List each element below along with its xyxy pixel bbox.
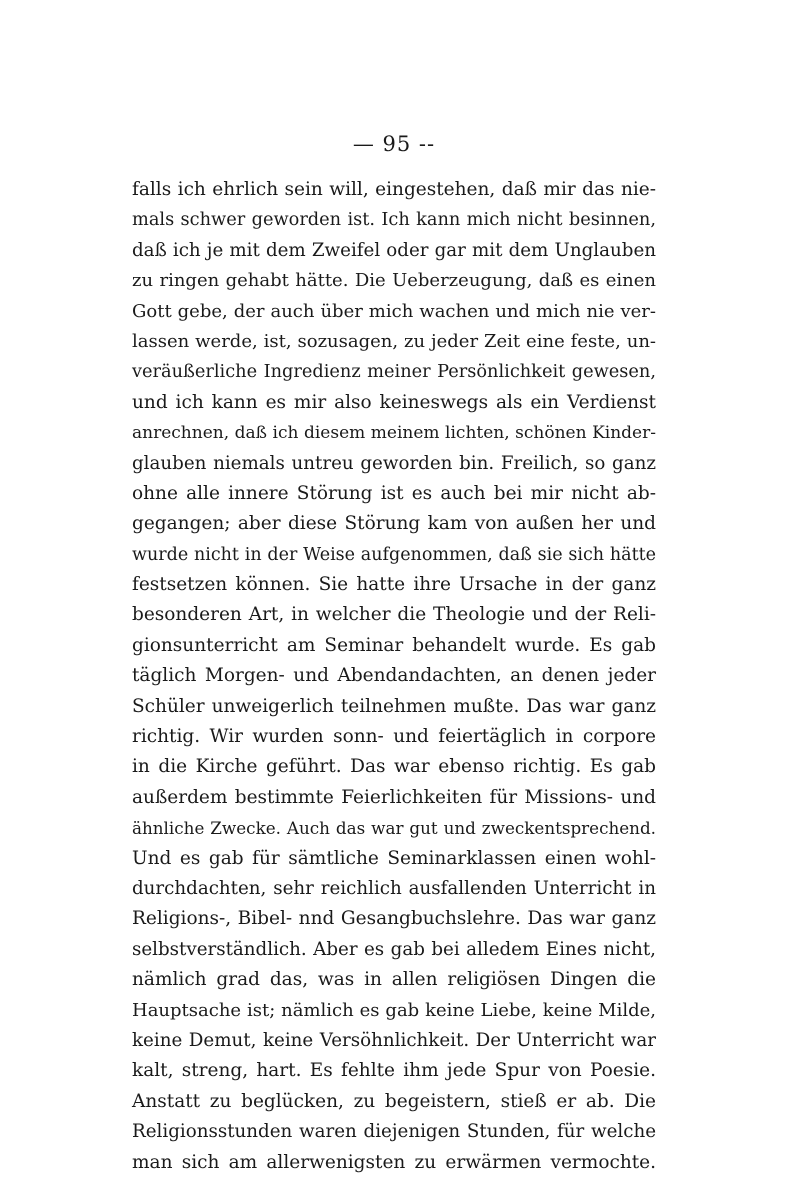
text-line: Gott gebe, der auch über mich wachen und mich nie ver- xyxy=(132,300,656,322)
text-line: richtig. Wir wurden sonn- und feiertäglich in corpore xyxy=(132,726,656,748)
text-line: man sich am allerwenigsten zu erwärmen vermochte. xyxy=(132,1151,656,1173)
text-line: außerdem bestimmte Feierlichkeiten für Missions- und xyxy=(132,786,656,808)
text-line: und ich kann es mir also keineswegs als ein Verdienst xyxy=(132,391,656,413)
text-line: gionsunterricht am Seminar behandelt wurde. Es gab xyxy=(132,634,656,656)
text-line: selbstverständlich. Aber es gab bei alledem Eines nicht, xyxy=(132,938,656,960)
text-line: anrechnen, daß ich diesem meinem lichten, schönen Kinder- xyxy=(132,423,656,444)
text-line: daß ich je mit dem Zweifel oder gar mit dem Unglauben xyxy=(132,239,656,261)
text-line: Religionsstunden waren diejenigen Stunden, für welche xyxy=(132,1121,656,1143)
text-line: veräußerliche Ingredienz meiner Persönlichkeit gewesen, xyxy=(132,362,656,383)
text-line: ähnliche Zwecke. Auch das war gut und zweckentsprechend. xyxy=(132,818,656,839)
text-line: besonderen Art, in welcher die Theologie und der Reli- xyxy=(132,604,656,626)
text-line: glauben niemals untreu geworden bin. Freilich, so ganz xyxy=(132,452,656,474)
page-number: — 95 -- xyxy=(352,132,436,156)
text-line: durchdachten, sehr reichlich ausfallenden Unterricht in xyxy=(132,877,656,899)
text-line: in die Kirche geführt. Das war ebenso richtig. Es gab xyxy=(132,756,656,778)
body-text xyxy=(132,175,656,1178)
text-line: festsetzen können. Sie hatte ihre Ursache in der ganz xyxy=(132,574,656,596)
text-line: ohne alle innere Störung ist es auch bei mir nicht ab- xyxy=(132,482,656,504)
text-line: Religions-, Bibel- nnd Gesangbuchslehre. Das war ganz xyxy=(132,908,656,930)
text-line: mals schwer geworden ist. Ich kann mich nicht besinnen, xyxy=(132,210,656,231)
text-line: gegangen; aber diese Störung kam von außen her und xyxy=(132,513,656,535)
text-line: Hauptsache ist; nämlich es gab keine Liebe, keine Milde, xyxy=(132,999,656,1021)
text-line: zu ringen gehabt hätte. Die Ueberzeugung, daß es einen xyxy=(132,270,656,292)
text-line: lassen werde, ist, sozusagen, zu jeder Zeit eine feste, un- xyxy=(132,330,656,352)
text-line: Schüler unweigerlich teilnehmen mußte. Das war ganz xyxy=(132,695,656,717)
text-line: täglich Morgen- und Abendandachten, an denen jeder xyxy=(132,665,656,687)
text-line: keine Demut, keine Versöhnlichkeit. Der Unterricht war xyxy=(132,1029,656,1051)
text-line: wurde nicht in der Weise aufgenommen, daß sie sich hätte xyxy=(132,544,656,565)
text-line: nämlich grad das, was in allen religiösen Dingen die xyxy=(132,969,656,991)
text-line: Anstatt zu beglücken, zu begeistern, stieß er ab. Die xyxy=(132,1090,656,1112)
text-line: falls ich ehrlich sein will, eingestehen, daß mir das nie- xyxy=(132,179,656,200)
text-line: Und es gab für sämtliche Seminarklassen einen wohl- xyxy=(132,847,656,869)
text-line: kalt, streng, hart. Es fehlte ihm jede Spur von Poesie. xyxy=(132,1060,656,1082)
